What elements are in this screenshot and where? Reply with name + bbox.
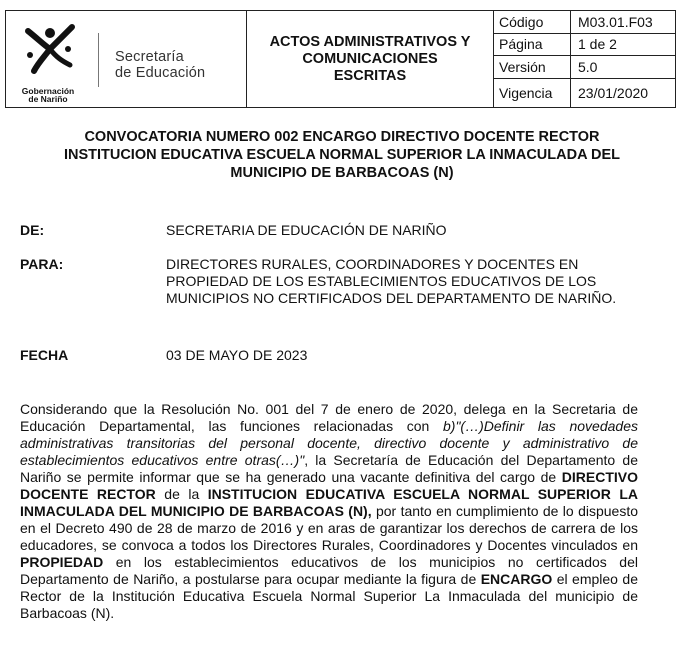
meta-row-vigencia bbox=[494, 79, 675, 107]
meta-value: M03.01.F03 bbox=[578, 13, 653, 30]
header-title: ACTOS ADMINISTRATIVOS Y COMUNICACIONES ESCRITAS bbox=[269, 33, 471, 84]
field-label: DE: bbox=[20, 222, 45, 238]
meta-label: Página bbox=[494, 34, 571, 56]
field-value: DIRECTORES RURALES, COORDINADORES Y DOCENTES EN PROPIEDAD DE LOS ESTABLECIMIENTOS EDUCATIVOS DE LOS MUNICIPIOS NO CERTIFICADOS DEL DEPARTAMENTO DE NARIÑO. bbox=[166, 256, 617, 306]
body-bold-institucion: INSTITUCION EDUCATIVA ESCUELA NORMAL SUPERIOR LA INMACULADA DEL MUNICIPIO DE BARBACOAS (N), bbox=[20, 486, 638, 519]
meta-value: 5.0 bbox=[578, 59, 598, 76]
field-value: SECRETARIA DE EDUCACIÓN DE NARIÑO bbox=[166, 222, 447, 238]
secretaria-label bbox=[115, 49, 205, 81]
body-text-run: Considerando que la Resolución No. 001 del 7 de enero de 2020, delega en la Secretaria de Educación Departamental, las funciones relacionadas con bbox=[20, 401, 638, 434]
secretaria-line2: de Educación bbox=[115, 65, 206, 81]
meta-value: 1 de 2 bbox=[578, 36, 617, 53]
body-paragraph bbox=[20, 401, 638, 622]
meta-label: Código bbox=[494, 11, 571, 33]
body-text-run: el empleo de Rector de la Institución Educativa Escuela Normal Superior La Inmaculada del municipio de Barbacoas (N). bbox=[20, 571, 638, 621]
body-text-run: , la Secretaría de Educación del Departamento de Nariño se permite informar que se ha generado una vacante definitiva del cargo de bbox=[20, 452, 638, 485]
meta-row-version bbox=[494, 56, 675, 79]
gobernacion-logo-icon bbox=[20, 19, 80, 79]
body-text-run: de la bbox=[155, 486, 208, 502]
document-header bbox=[5, 10, 676, 108]
header-meta-table bbox=[494, 11, 675, 107]
body-italic-quote: b)"(…)Definir las novedades administrativas transitorias del personal docente, directivo docente y administrativo de establecimientos educativos entre otras(…)" bbox=[20, 418, 638, 468]
meta-label: Versión bbox=[494, 56, 571, 78]
meta-label: Vigencia bbox=[494, 79, 571, 107]
meta-row-pagina bbox=[494, 34, 675, 57]
body-text-run: por tanto en cumplimiento de lo dispuesto en el Decreto 490 de 28 de marzo de 2016 y en aras de garantizar los derechos de carrera de los educadores, se convoca a todos los Directores Rurales, Coordinadores y Docentes vinculados en bbox=[20, 503, 639, 553]
header-title-cell bbox=[247, 11, 494, 107]
body-bold-encargo: ENCARGO bbox=[480, 571, 553, 587]
body-bold-cargo: DIRECTIVO DOCENTE RECTOR bbox=[20, 469, 638, 502]
gobernacion-line1: Gobernación bbox=[21, 86, 75, 96]
meta-row-codigo bbox=[494, 11, 675, 34]
body-text-run: en los establecimientos educativos de los municipios no certificados del Departamento de Nariño, a postularse para ocupar mediante la figura de bbox=[20, 554, 638, 587]
logo-block bbox=[6, 11, 247, 107]
meta-value: 23/01/2020 bbox=[578, 84, 649, 101]
field-label: FECHA bbox=[20, 347, 69, 363]
gobernacion-line2: de Nariño bbox=[28, 94, 68, 104]
body-bold-propiedad: PROPIEDAD bbox=[20, 554, 104, 570]
gobernacion-label bbox=[8, 87, 88, 103]
secretaria-line1: Secretaría bbox=[115, 49, 184, 65]
document-title: CONVOCATORIA NUMERO 002 ENCARGO DIRECTIVO DOCENTE RECTOR INSTITUCION EDUCATIVA ESCUELA NORMAL SUPERIOR LA INMACULADA DEL MUNICIPIO DE BARBACOAS (N) bbox=[63, 129, 621, 181]
field-value: 03 DE MAYO DE 2023 bbox=[166, 347, 308, 363]
field-label: PARA: bbox=[20, 256, 64, 272]
logo-divider bbox=[98, 33, 99, 87]
